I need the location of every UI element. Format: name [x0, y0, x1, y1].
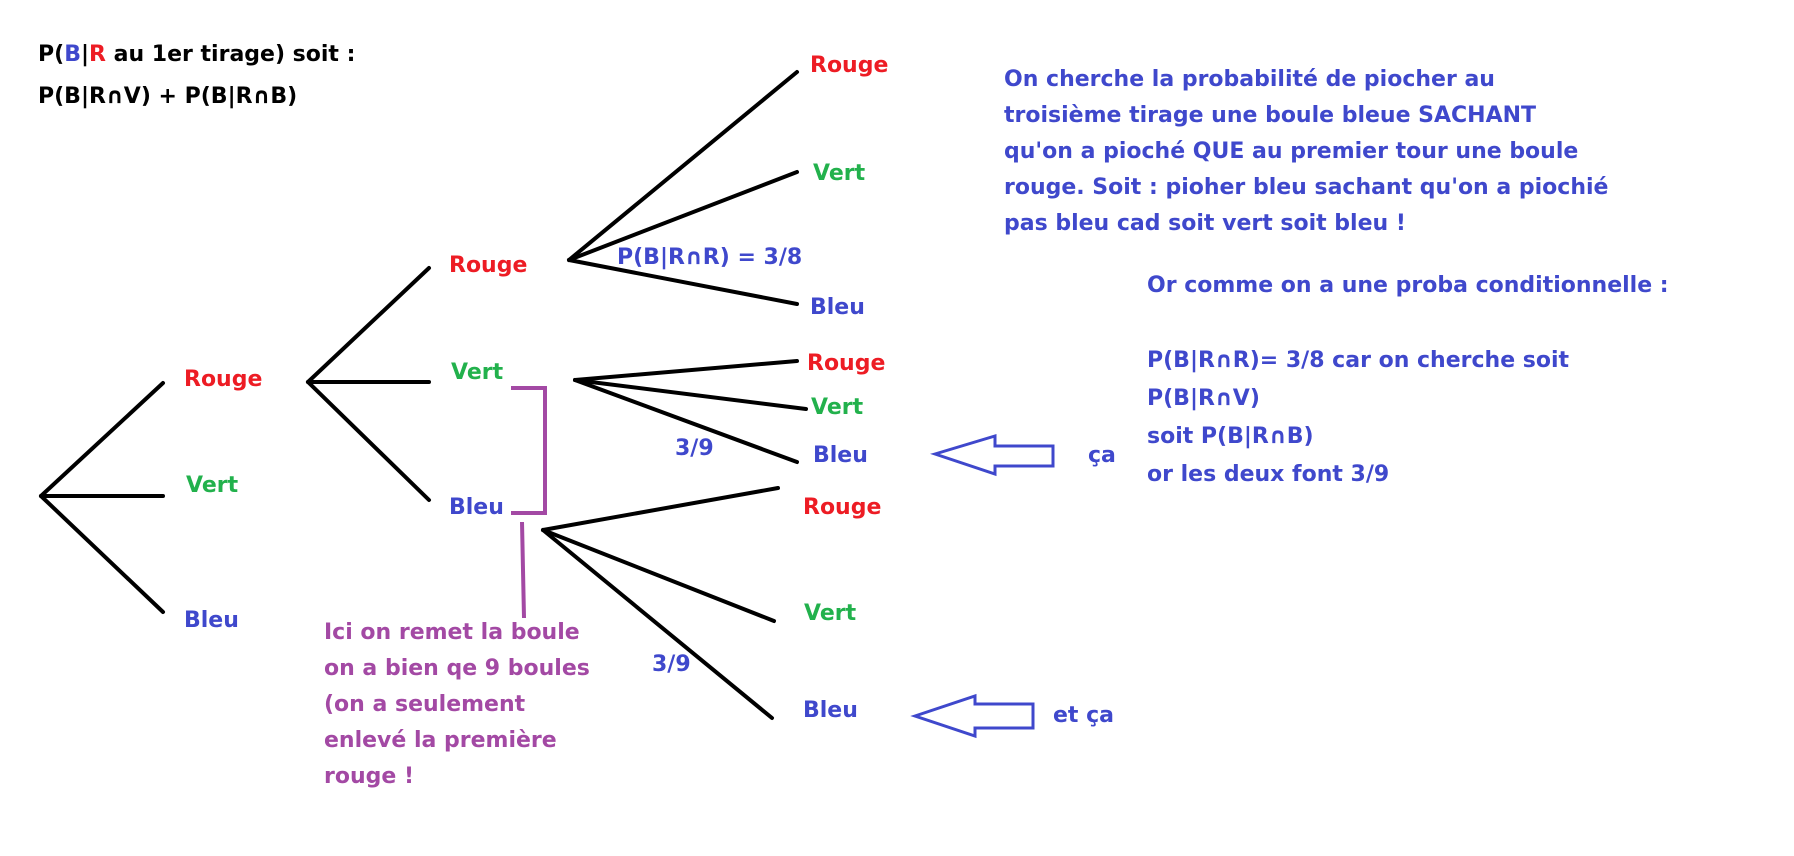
conditional-line: P(B|R∩V) — [1147, 386, 1260, 411]
node-l2-vert: Vert — [451, 360, 504, 385]
explanation-line: qu'on a pioché QUE au premier tour une boule — [1004, 139, 1579, 164]
purple-bracket — [511, 388, 545, 618]
explanation-line: pas bleu cad soit vert soit bleu ! — [1004, 211, 1406, 236]
node-l1-rouge: Rouge — [184, 367, 263, 392]
branch-rb-vert — [543, 530, 774, 621]
arrow-left-2-icon — [915, 696, 1033, 736]
arrow-label-1: ça — [1088, 443, 1116, 468]
branch-label-rr-bleu: P(B|R∩R) = 3/8 — [617, 245, 803, 270]
purple-note — [324, 615, 590, 795]
node-rr-bleu: Bleu — [810, 295, 865, 320]
formula-line-1: P(B|R au 1er tirage) soit : — [38, 42, 356, 67]
conditional-line: or les deux font 3/9 — [1147, 462, 1390, 487]
node-rr-rouge: Rouge — [810, 53, 889, 78]
purple-note-line: Ici on remet la boule — [324, 620, 580, 645]
purple-note-line: rouge ! — [324, 764, 414, 789]
conditional-line: P(B|R∩R)= 3/8 car on cherche soit — [1147, 348, 1570, 373]
branch-root-bleu — [41, 496, 163, 612]
explanation-line: On cherche la probabilité de piocher au — [1004, 67, 1495, 92]
purple-note-line: on a bien qe 9 boules — [324, 656, 590, 681]
conditional-line: soit P(B|R∩B) — [1147, 424, 1314, 449]
node-l2-bleu: Bleu — [449, 495, 504, 520]
conditional-intro: Or comme on a une proba conditionnelle : — [1147, 273, 1669, 298]
node-rv-vert: Vert — [811, 395, 864, 420]
branch-label-rb-bleu: 3/9 — [652, 652, 691, 677]
branch-root-rouge — [41, 383, 163, 496]
explanation-paragraph — [1004, 62, 1608, 242]
node-rb-bleu: Bleu — [803, 698, 858, 723]
explanation-line: rouge. Soit : pioher bleu sachant qu'on a piochié — [1004, 175, 1609, 200]
branch-label-rv-bleu: 3/9 — [675, 436, 714, 461]
node-rr-vert: Vert — [813, 161, 866, 186]
explanation-line: troisième tirage une boule bleue SACHANT — [1004, 103, 1537, 128]
branch-rb-rouge — [543, 488, 778, 530]
branch-rr-rouge — [569, 72, 797, 260]
node-l1-vert: Vert — [186, 473, 239, 498]
purple-note-line: (on a seulement — [324, 692, 526, 717]
arrow-left-1-icon — [935, 436, 1053, 474]
node-rb-vert: Vert — [804, 601, 857, 626]
node-l1-bleu: Bleu — [184, 608, 239, 633]
branch-rv-rouge — [575, 361, 797, 380]
formula-line-2: P(B|R∩V) + P(B|R∩B) — [38, 84, 298, 109]
purple-note-line: enlevé la première — [324, 728, 557, 753]
node-rb-rouge: Rouge — [803, 495, 882, 520]
node-l2-rouge: Rouge — [449, 253, 528, 278]
conditional-block — [1147, 342, 1569, 494]
node-rv-bleu: Bleu — [813, 443, 868, 468]
branch-rouge-rouge — [308, 268, 429, 382]
arrow-label-2: et ça — [1053, 703, 1114, 728]
node-rv-rouge: Rouge — [807, 351, 886, 376]
branch-rouge-bleu — [308, 382, 429, 500]
